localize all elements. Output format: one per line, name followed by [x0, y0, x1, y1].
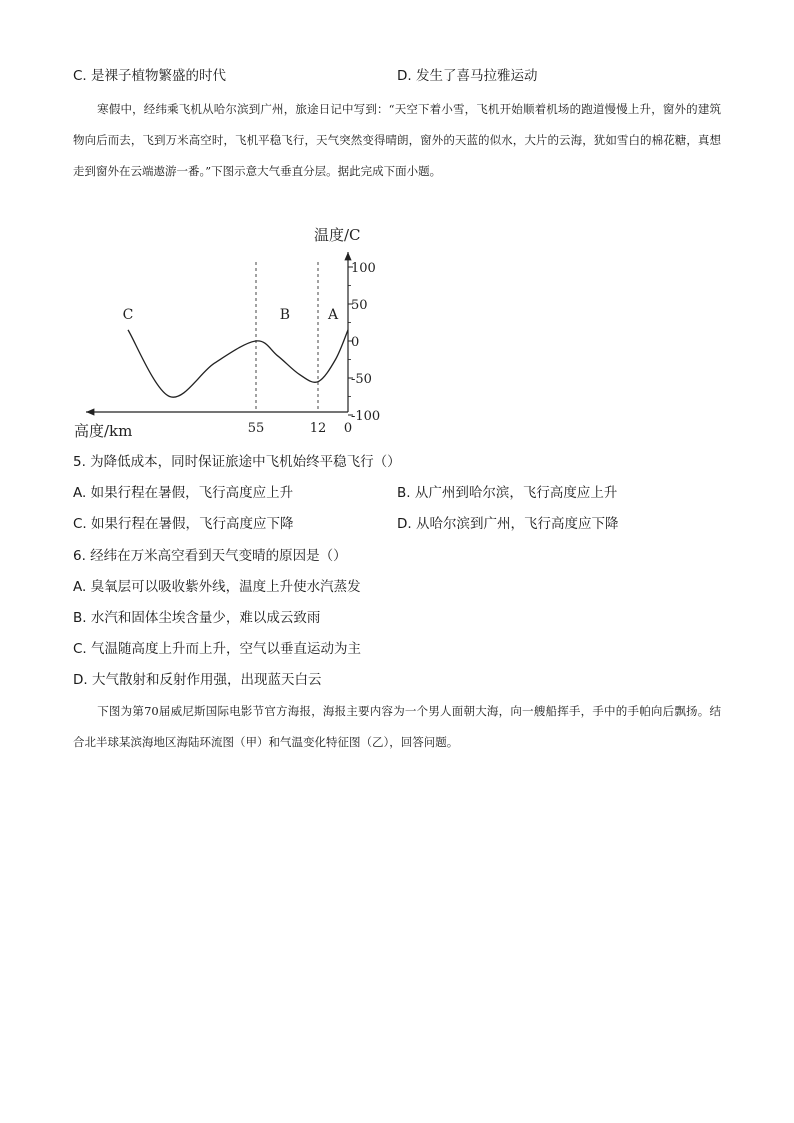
layer-label-b: B — [279, 307, 290, 323]
q6-option-b: B. 水汽和固体尘埃含量少，难以成云致雨 — [73, 610, 321, 626]
x-ticks — [248, 421, 352, 436]
x-tick-label: 55 — [247, 421, 265, 436]
y-tick-label: 0 — [351, 335, 360, 350]
passage-1 — [73, 94, 721, 187]
q5-stem: 5. 为降低成本，同时保证旅途中飞机始终平稳飞行（） — [73, 454, 401, 470]
y-tick-label: 100 — [351, 261, 376, 276]
y-tick-label: 50 — [351, 298, 368, 313]
q5-option-c: C. 如果行程在暑假，飞行高度应下降 — [73, 516, 294, 532]
y-axis-label: 温度/C — [314, 226, 361, 244]
q5-option-b: B. 从广州到哈尔滨，飞行高度应上升 — [397, 485, 618, 501]
x-tick-label: 0 — [343, 421, 353, 436]
q6-option-d: D. 大气散射和反射作用强，出现蓝天白云 — [73, 672, 322, 688]
q5-option-a: A. 如果行程在暑假，飞行高度应上升 — [73, 485, 294, 501]
chart-svg — [70, 222, 400, 442]
y-ticks — [348, 261, 380, 424]
x-tick-label: 12 — [309, 421, 327, 436]
passage-2 — [73, 696, 721, 758]
q5-option-d: D. 从哈尔滨到广州，飞行高度应下降 — [397, 516, 619, 532]
x-axis-label: 高度/km — [74, 422, 133, 440]
option-d-prev: D. 发生了喜马拉雅运动 — [397, 68, 538, 84]
y-tick-label: -50 — [351, 372, 372, 387]
layer-labels — [123, 307, 339, 323]
layer-boundaries — [256, 262, 318, 412]
layer-label-a: A — [327, 307, 339, 323]
layer-label-c: C — [122, 307, 134, 323]
passage-2-text: 下图为第70届威尼斯国际电影节官方海报，海报主要内容为一个男人面朝大海，向一艘船挥手，手中的手帕向后飘扬。结合北半球某滨海地区海陆环流图（甲）和气温变化特征图（乙），回答问题。 — [73, 704, 721, 749]
q6-stem: 6. 经纬在万米高空看到天气变晴的原因是（） — [73, 548, 347, 564]
q6-option-a: A. 臭氧层可以吸收紫外线，温度上升使水汽蒸发 — [73, 579, 361, 595]
temperature-curve — [128, 330, 348, 397]
atmosphere-layers-chart — [70, 222, 400, 442]
option-c-prev: C. 是裸子植物繁盛的时代 — [73, 68, 227, 84]
passage-1-text: 寒假中，经纬乘飞机从哈尔滨到广州，旅途日记中写到：“天空下着小雪，飞机开始顺着机场的跑道慢慢上升，窗外的建筑物向后而去，飞到万米高空时，飞机平稳飞行，天气突然变得晴朗，窗外的天蓝的似水，大片的云海，犹如雪白的棉花糖，真想走到窗外在云端遨游一番。”下图示意大气垂直分层。据此完成下面小题。 — [73, 102, 721, 178]
q6-option-c: C. 气温随高度上升而上升，空气以垂直运动为主 — [73, 641, 362, 657]
y-tick-label: -100 — [351, 409, 381, 424]
